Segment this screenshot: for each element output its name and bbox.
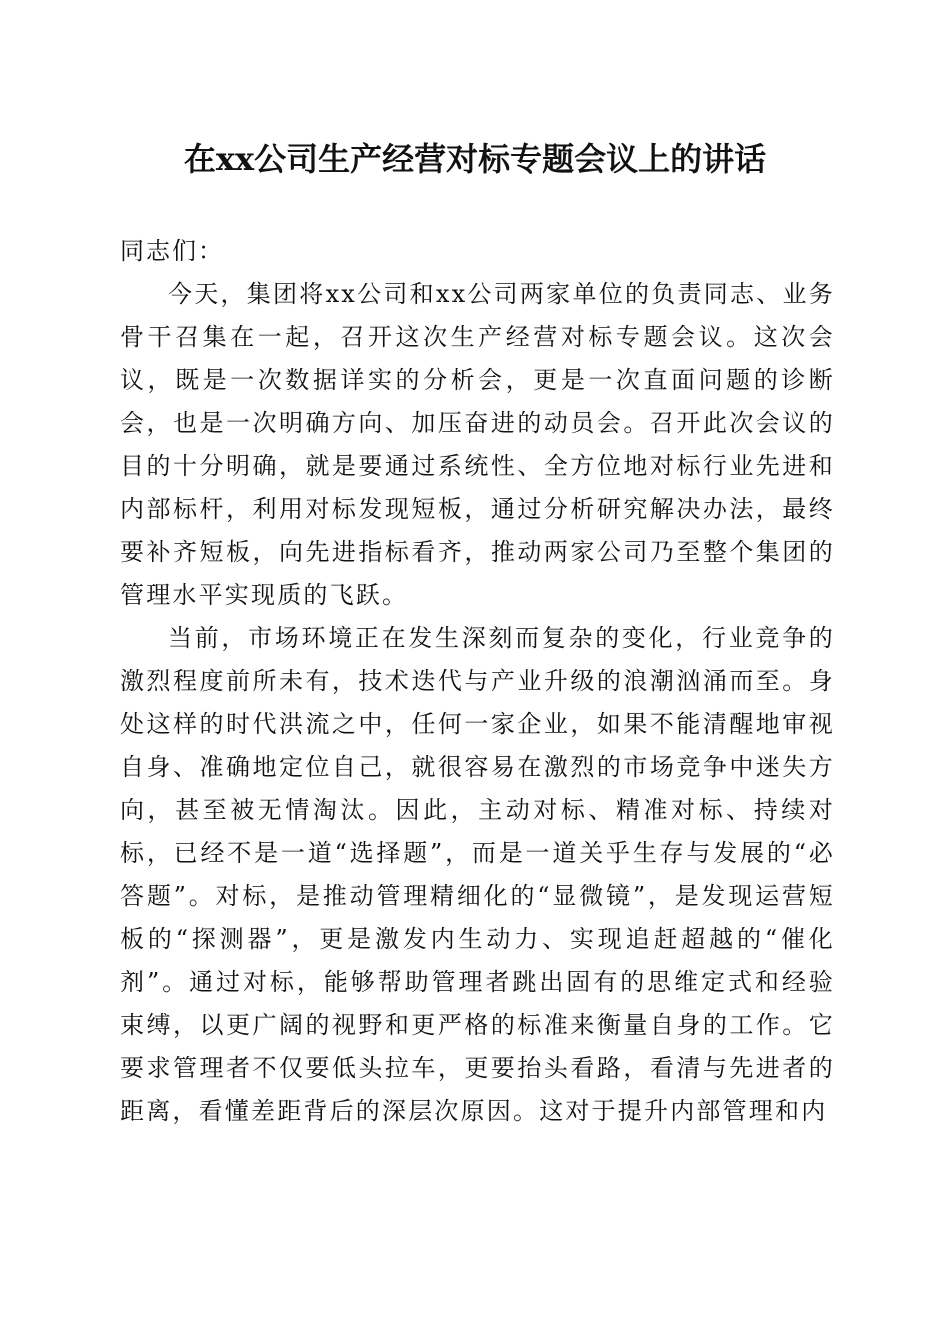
salutation: 同志们： <box>120 237 224 265</box>
paragraph-1: 今天，集团将xx公司和xx公司两家单位的负责同志、业务骨干召集在一起，召开这次生产经营对标专题会议。这次会议，既是一次数据详实的分析会，更是一次直面问题的诊断会，也是一次明确方向、加压奋进的动员会。召开此次会议的目的十分明确，就是要通过系统性、全方位地对标行业先进和内部标杆，利用对标发现短板，通过分析研究解决办法，最终要补齐短板，向先进指标看齐，推动两家公司乃至整个集团的管理水平实现质的飞跃。 <box>120 280 835 609</box>
document-body <box>120 230 835 1133</box>
document-title: 在xx公司生产经营对标专题会议上的讲话 <box>183 140 767 178</box>
paragraph-2: 当前，市场环境正在发生深刻而复杂的变化，行业竞争的激烈程度前所未有，技术迭代与产业升级的浪潮汹涌而至。身处这样的时代洪流之中，任何一家企业，如果不能清醒地审视自身、准确地定位自己，就很容易在激烈的市场竞争中迷失方向，甚至被无情淘汰。因此，主动对标、精准对标、持续对标，已经不是一道“选择题”，而是一道关乎生存与发展的“必答题”。对标，是推动管理精细化的“显微镜”，是发现运营短板的“探测器”，更是激发内生动力、实现追赶超越的“催化剂”。通过对标，能够帮助管理者跳出固有的思维定式和经验束缚，以更广阔的视野和更严格的标准来衡量自身的工作。它要求管理者不仅要低头拉车，更要抬头看路，看清与先进者的距离，看懂差距背后的深层次原因。这对于提升内部管理和内 <box>120 624 835 1125</box>
